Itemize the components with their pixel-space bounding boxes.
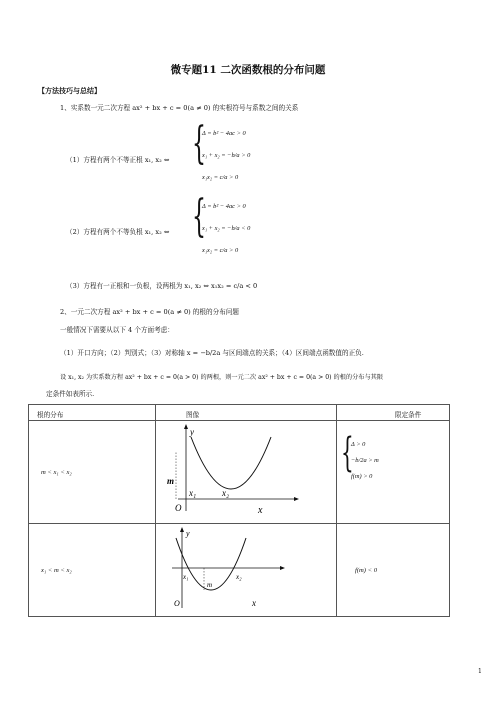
m-label: m	[167, 476, 175, 486]
y-label: y	[186, 529, 190, 538]
parabola-curve	[191, 437, 271, 489]
x-axis-arrow	[294, 497, 299, 501]
item2-text: 2、一元二次方程 ax² + bx + c = 0(a ≠ 0) 的根的分布问题	[60, 308, 239, 316]
item2-intro: 一般情况下需要从以下 4 个方面考虑：	[60, 326, 174, 334]
header-conditions: 限定条件	[337, 405, 450, 421]
case1-line3: x₁x₂ = c/a > 0	[202, 174, 239, 181]
y-axis-arrow	[180, 527, 184, 532]
row2-graph-cell	[156, 524, 337, 617]
case3-text: （3）方程有一正根和一负根，设两根为 x₁, x₂ ⇔ x₁x₂ = c/a < 0	[66, 282, 258, 290]
case1-line2: x₁ + x₂ = −b/a > 0	[202, 152, 251, 159]
case1-label: （1）方程有两个不等正根 x₁, x₂ ⇔	[66, 156, 170, 164]
case1-line1: Δ = b² − 4ac > 0	[202, 130, 246, 137]
case2-line3: x₁x₂ = c/a > 0	[202, 247, 239, 254]
header-graph: 图像	[156, 405, 337, 421]
row2-distribution: x₁ < m < x₂	[29, 524, 156, 617]
x1-label: x₁	[183, 573, 189, 581]
x2-label: x₂	[222, 488, 230, 498]
x-label: x	[258, 505, 263, 516]
table-header-row	[29, 405, 450, 421]
case2-label: （2）方程有两个不等负根 x₁, x₂ ⇔	[66, 228, 170, 236]
x2-label: x₂	[236, 573, 242, 581]
row1-brace: {	[341, 430, 354, 476]
table-row	[29, 524, 450, 617]
x-axis-arrow	[280, 566, 285, 570]
row1-conditions	[337, 421, 450, 524]
header-distribution: 根的分布	[29, 405, 156, 421]
row1-graph-cell	[156, 421, 337, 524]
page-number: 1	[478, 668, 482, 675]
table-row	[29, 421, 450, 524]
x-label: x	[252, 598, 256, 608]
row2-conditions: f(m) < 0	[337, 524, 450, 617]
row2-parabola-graph	[156, 524, 306, 614]
item2-aspects: （1）开口方向；（2）判别式；（3）对称轴 x = −b/2a 与区间端点的关系；（4）区间端点函数值的正负.	[60, 349, 364, 357]
case2-line2: x₁ + x₂ = −b/a < 0	[202, 225, 251, 232]
row1-cond2: −b/2a > m	[351, 457, 379, 464]
m-label: m	[207, 581, 213, 589]
x1-label: x₁	[189, 488, 197, 498]
section-header: 【方法技巧与总结】	[38, 86, 101, 95]
item2-setup-line1: 设 x₁, x₂ 为实系数方程 ax² + bx + c = 0(a > 0) 的两根，则一元二次 ax² + bx + c = 0(a > 0) 的根的分布与其限	[60, 374, 384, 381]
case2-brace: {	[192, 191, 206, 242]
item2-setup-line2: 定条件如表所示.	[46, 390, 95, 398]
origin-label: O	[175, 503, 182, 513]
y-label: y	[190, 427, 194, 437]
case2-line1: Δ = b² − 4ac > 0	[202, 203, 246, 210]
root-distribution-table	[28, 404, 450, 617]
item1-text: 1、实系数一元二次方程 ax² + bx + c = 0(a ≠ 0) 的实根符号与系数之间的关系	[60, 104, 299, 112]
origin-label: O	[174, 599, 180, 608]
row1-distribution: m < x₁ < x₂	[29, 421, 156, 524]
case1-brace: {	[192, 118, 206, 169]
page-title: 微专题11 二次函数根的分布问题	[170, 64, 326, 76]
y-axis-arrow	[184, 424, 188, 429]
row1-cond1: Δ > 0	[351, 441, 366, 448]
row1-cond3: f(m) > 0	[351, 473, 373, 480]
row1-parabola-graph	[156, 421, 306, 521]
